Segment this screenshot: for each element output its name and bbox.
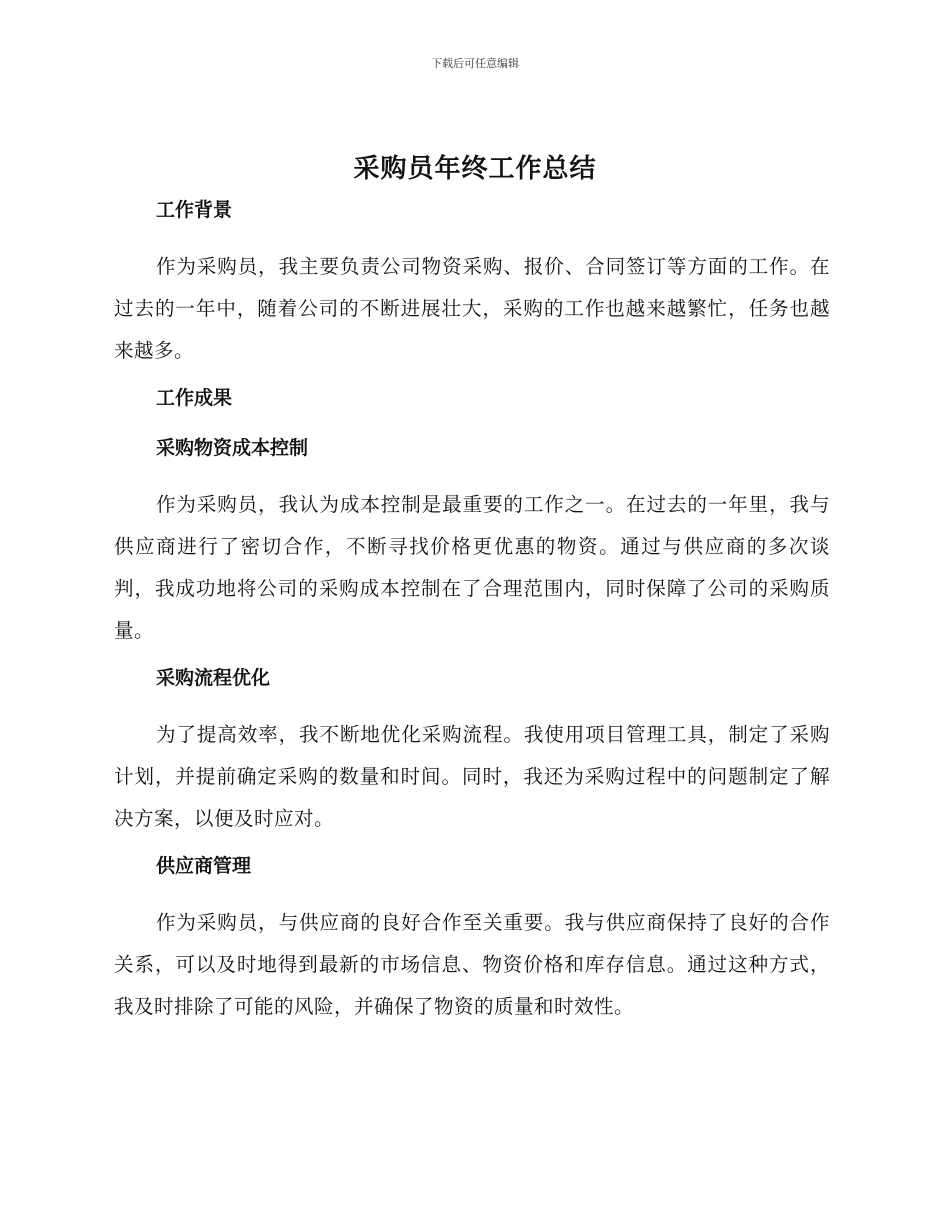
document-body: [114, 196, 830, 1038]
paragraph-background: 作为采购员，我主要负责公司物资采购、报价、合同签订等方面的工作。在过去的一年中，随着公司的不断进展壮大，采购的工作也越来越繁忙，任务也越来越多。: [114, 255, 830, 362]
document-title: 采购员年终工作总结: [353, 154, 597, 184]
section-heading-supplier-management: 供应商管理: [156, 855, 252, 877]
paragraph-supplier-management: 作为采购员，与供应商的良好合作至关重要。我与供应商保持了良好的合作关系，可以及时地得到最新的市场信息、物资价格和库存信息。通过这种方式，我及时排除了可能的风险，并确保了物资的质量和时效性。: [114, 911, 830, 1018]
section-heading-background: 工作背景: [156, 199, 233, 221]
section-heading-cost-control: 采购物资成本控制: [156, 437, 309, 459]
section-heading-results: 工作成果: [156, 387, 233, 409]
paragraph-cost-control: 作为采购员，我认为成本控制是最重要的工作之一。在过去的一年里，我与供应商进行了密切合作，不断寻找价格更优惠的物资。通过与供应商的多次谈判，我成功地将公司的采购成本控制在了合理范围内，同时保障了公司的采购质量。: [114, 493, 830, 642]
section-heading-process-optimization: 采购流程优化: [156, 667, 271, 689]
header-note: 下载后可任意编辑: [431, 57, 519, 70]
paragraph-process-optimization: 为了提高效率，我不断地优化采购流程。我使用项目管理工具，制定了采购计划，并提前确定采购的数量和时间。同时，我还为采购过程中的问题制定了解决方案，以便及时应对。: [114, 723, 830, 830]
